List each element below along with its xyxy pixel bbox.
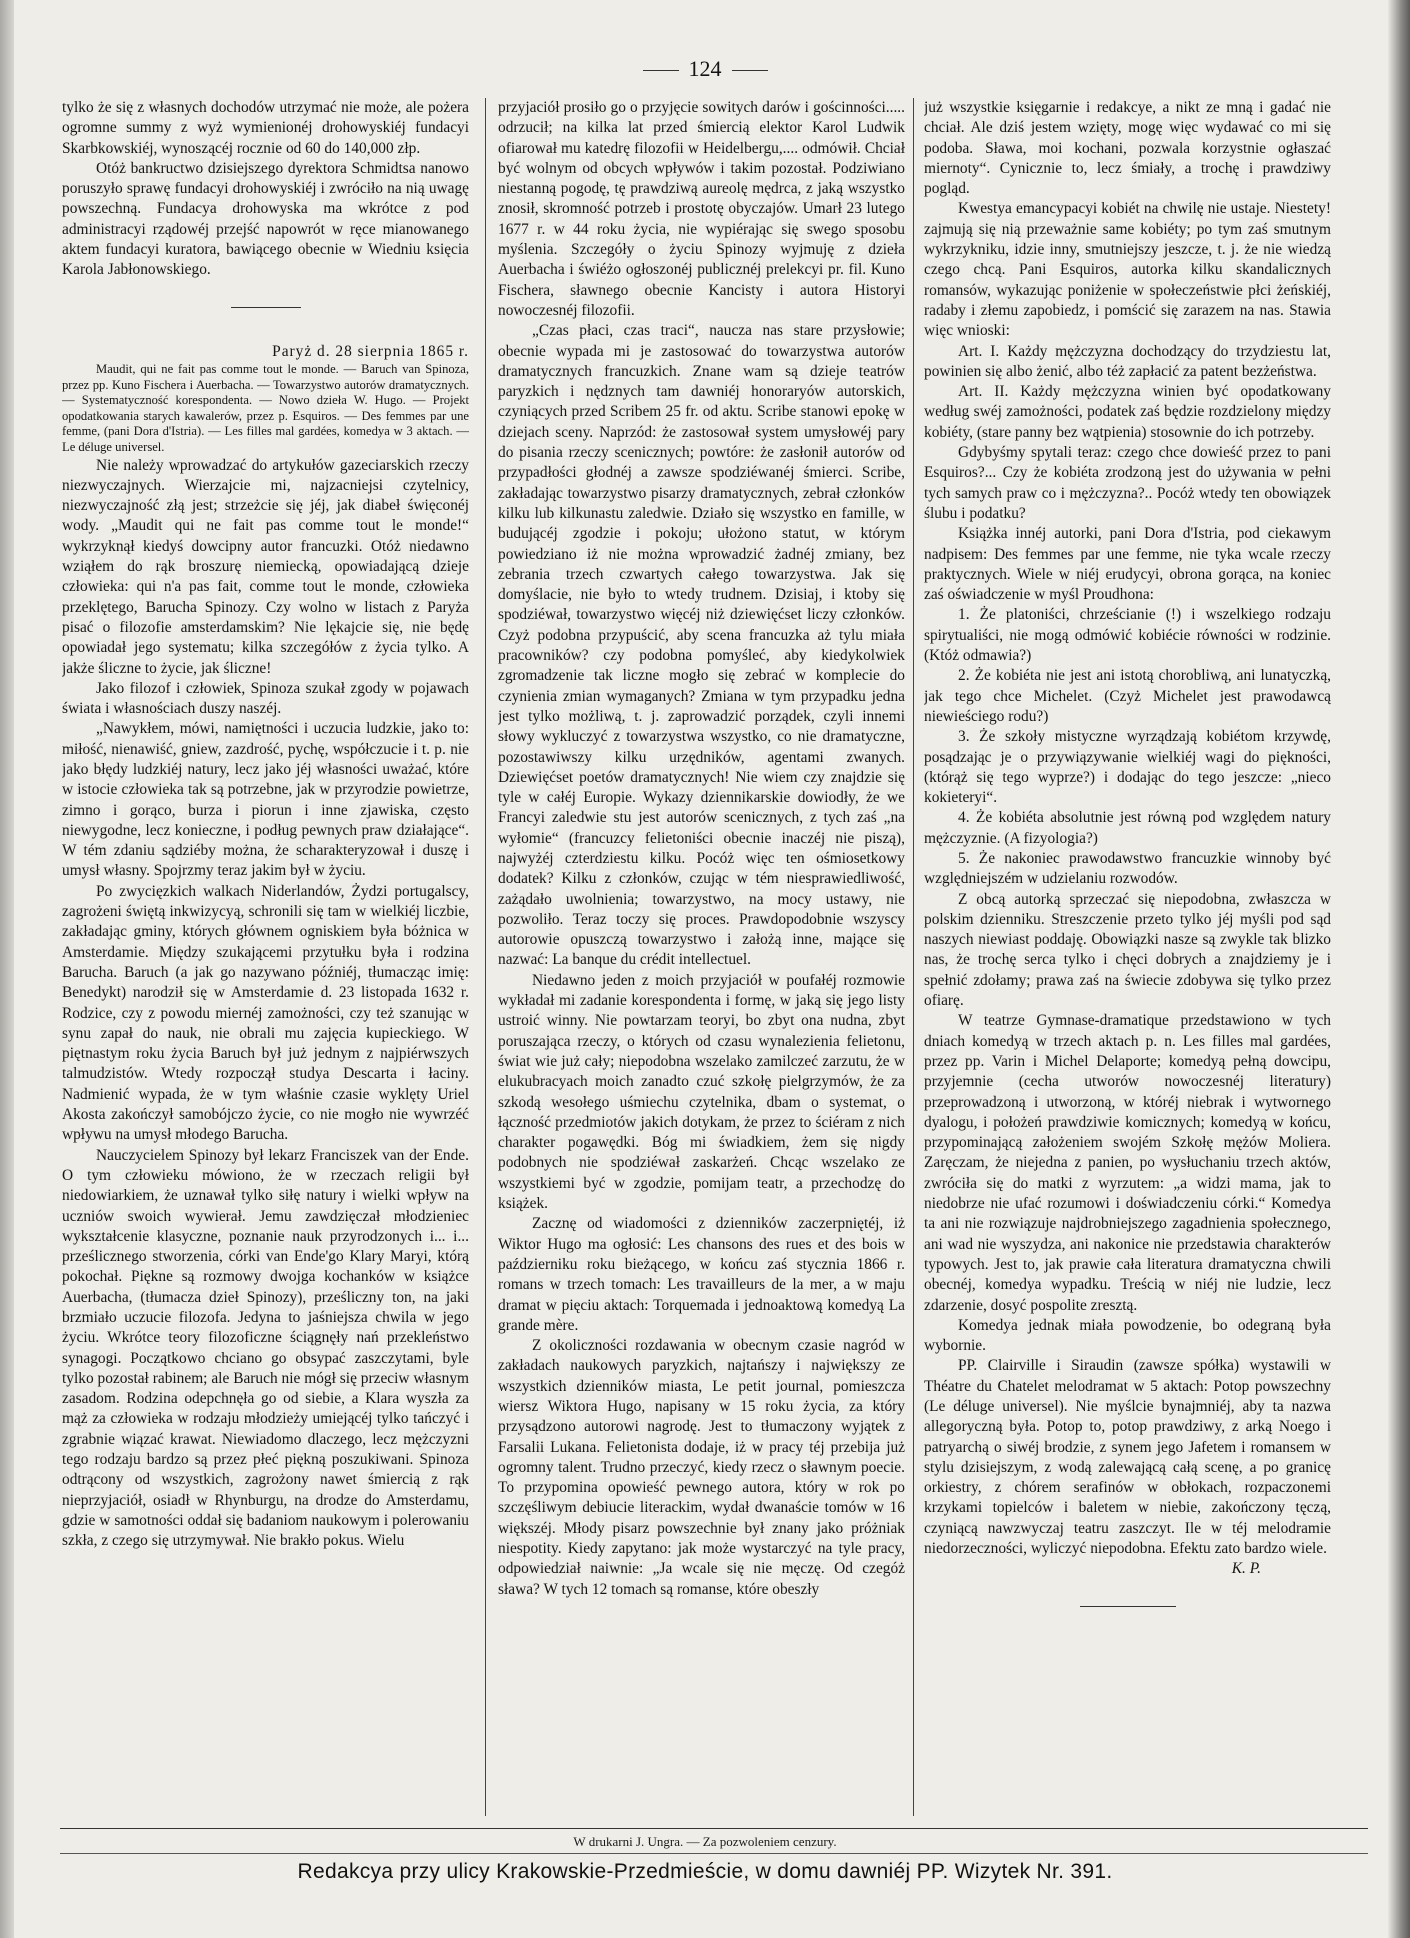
col1-paragraph-3: Nie należy wprowadzać do artykułów gazeciarskich rzeczy niezwyczajnych. Wierzajcie mi, najzacniejsi czytelnicy, niezwyczajność złą jest; strzeżcie się jéj, jak diabeł święconéj wody. „Maudit qui ne fait pas comme tout le monde!“ wykrzyknął kiedyś dowcipny autor francuzki. Otóż niedawno wziąłem do rąk broszurę niemiecką, opowiadającą dzieje człowieka: qui n'a pas fait, comme tout le monde, człowieka przeklętego, Barucha Spinozy. Czy wolno w listach z Paryża pisać o filozofie amsterdamskim? Nie lękajcie się, nie będę opowiadał jego systematu; kilka szczegółów z życia tylko. A jakże śliczne to życie, jak śliczne! <box>62 456 469 677</box>
col3-paragraph-15: PP. Clairville i Siraudin (zawsze spółka) wystawili w Théatre du Chatelet melodramat w 5 aktach: Potop powszechny (Le déluge universel). Nie myślcie bynajmniéj, aby ta nazwa allegoryczną była. Potop to, potop prawdziwy, z arką Noego i patryarchą o siwéj brodzie, z synem jego Jafetem i romansem w stylu dzisiejszym, z wodą zalewającą całą scenę, a po granicę orkiestry, z chórem serafinów w obłokach, rozpaczonemi krzykami topielców i baletem w niebie, zakończony tęczą, czyniącą nawzwyczaj teatru zaszczyt. Ile w téj melodramie niedorzeczności, wyliczyć niepodobna. Efektu zato bardzo wiele. <box>924 1357 1331 1558</box>
col3-paragraph-14: Komedya jednak miała powodzenie, bo odegraną była wybornie. <box>924 1316 1331 1355</box>
col3-article-2: Art. II. Każdy mężczyzna winien być opodatkowany według swéj zamożności, podatek zaś będzie rozdzielony między kobiéty, (stare panny bez wątpienia) stosownie do ich potrzeby. <box>924 383 1331 441</box>
footer-rule-bottom <box>60 1853 1368 1854</box>
col2-paragraph-1: przyjaciół prosiło go o przyjęcie sowitych darów i gościnności..... odrzucił; na kilka lat przed śmiercią elektor Karol Ludwik ofiarował mu katedrę filozofii w Heidelbergu,.... odmówił. Chciał być wolnym od obcych wpływów i takim pozostał. Podziwiano niestanną pogodę, tę prawdziwą aureolę mędrca, z jaką wszystko znosił, skromność potrzeb i prostotę obyczajów. Umarł 23 lutego 1677 r. w 44 roku życia, nie wypiérając się swego sposobu myślenia. Szczegóły o życiu Spinozy wyjmuję z dzieła Auerbacha i świéżo ogłoszonéj publicznéj prelekcyi pr. fil. Kuno Fischera, sławnego obecnie Kancisty i autora Historyi nowoczesnéj filozofii. <box>498 99 905 319</box>
page-edge-shadow-right <box>1388 0 1410 1938</box>
section-summary: Maudit, qui ne fait pas comme tout le monde. — Baruch van Spinoza, przez pp. Kuno Fischera i Auerbacha. — Towarzystwo autorów dramatycznych. — Systematyczność korespondenta. — Nowo dzieła W. Hugo. — Projekt opodatkowania starych kawalerów, przez p. Esquiros. — Des femmes par une femme, (pani Dora d'Istria). — Les filles mal gardées, komedya w 3 aktach. — Le déluge universel. <box>62 361 469 454</box>
footer-rule-top <box>60 1828 1368 1829</box>
dateline: Paryż d. 28 sierpnia 1865 r. <box>272 342 469 360</box>
column-2 <box>498 98 905 1818</box>
col1-paragraph-1: tylko że się z własnych dochodów utrzymać nie może, ale pożera ogromne summy z wyż wymienionéj drohowyskiéj fundacyi Skarbkowskiéj, wynoszącéj rocznie od 60 do 140,000 złp. <box>62 99 469 157</box>
col3-paragraph-12: Z obcą autorką sprzeczać się niepodobna, zwłaszcza w polskim dzienniku. Streszczenie przeto tylko jéj myśli pod sąd naszych niewiast poddaję. Obowiązki nasze są zwykle tak blizko nas, że trochę serca tylko i chęci dobrych a znajdziemy je i spełnić zdołamy; prawa zaś na świecie zdobywa się tylko przez ofiarę. <box>924 890 1331 1010</box>
col2-paragraph-4: Zacznę od wiadomości z dzienników zaczerpniętéj, iż Wiktor Hugo ma ogłosić: Les chansons des rues et des bois w październiku roku bieżącego, w końcu zaś stycznia 1866 r. romans w trzech tomach: Les travailleurs de la mer, a w maju dramat w pięciu aktach: Torquemada i jednoaktową komedyą La grande mère. <box>498 1215 905 1334</box>
col1-paragraph-6: Po zwycięzkich walkach Niderlandów, Żydzi portugalscy, zagrożeni świętą inkwizycyą, schronili się tam w wielkiéj liczbie, zakładając gminy, których głównem ogniskiem była bóżnica w Amsterdamie. Między szukającemi przytułku była i rodzina Barucha. Baruch (a jak go nazywano późniéj, tłumacząc imię: Benedykt) narodził się w Amsterdamie d. 23 listopada 1632 r. Rodzice, czy z powodu miernéj zamożności, czy też szanując w synu zapał do nauk, nie obrali mu zajęcia kupieckiego. W piętnastym roku życia Baruch był już jednym z najpiérwszych talmudzistów. Wtedy rozpoczął studya Descarta i łaciny. Nadmienić wypada, że w tym właśnie czasie wyklęty Uriel Akosta zakończył samobójczo życie, co nie mogło nie wywrzéć wpływu na umysł młodego Barucha. <box>62 882 469 1144</box>
col1-paragraph-2: Otóż bankructwo dzisiejszego dyrektora Schmidtsa nanowo poruszyło sprawę fundacyi drohowyskiéj i zwróciło na nią uwagę powszechną. Fundacya drohowyska ma wkrótce z pod administracyi rządowéj przejść napowrót w ręce mianowanego aktem fundacyi kuratora, bawiącego obecnie w Wiedniu księcia Karola Jabłonowskiego. <box>62 159 469 279</box>
editorial-address: Redakcya przy ulicy Krakowskie-Przedmieście, w domu dawniéj PP. Wizytek Nr. 391. <box>297 1860 1113 1883</box>
col3-point-1: 1. Że platoniści, chrześcianie (!) i wszelkiego rodzaju spirytualiści, nie mogą odmówić kobiécie równości w rodzinie. (Któż odmawia?) <box>924 606 1331 665</box>
col3-paragraph-2: Kwestya emancypacyi kobiét na chwilę nie ustaje. Niestety! zajmują się nią przeważnie same kobiéty; po tym zaś smutnym wykrzykniku, idzie inny, smutniejszy jeszcze, t. j. że nie wiedzą czego chcą. Pani Esquiros, autorka kilku skandalicznych romansów, wykazując poniżenie w społeczeństwie płci żeńskiéj, radaby i złemu zapobiedz, i pomścić się zarazem na nas. Stawia więc wnioski: <box>924 200 1331 340</box>
header-dash-left <box>643 70 679 71</box>
section-separator <box>231 307 301 308</box>
header-dash-right <box>732 70 768 71</box>
col1-paragraph-4: Jako filozof i człowiek, Spinoza szukał zgody w pojawach świata i własnościach duszy naszéj. <box>62 679 469 718</box>
col3-paragraph-5: Gdybyśmy spytali teraz: czego chce dowieść przez to pani Esquiros?... Czy że kobiéta zrodzoną jest do używania w pełni tych samych praw co i mężczyzna?.. Pocóż wtedy ten obowiązek ślubu i podatku? <box>924 444 1331 522</box>
column-1 <box>62 98 469 1818</box>
column-rule-1 <box>485 98 486 1816</box>
col2-paragraph-5: Z okoliczności rozdawania w obecnym czasie nagród w zakładach naukowych paryzkich, najtańszy i największy ze wszystkich dzienników miasta, Le petit journal, pomieszcza wiersz Wiktora Hugo, napisany w 15 roku życia, za który przysądzono autorowi nagrodę. Jest to tłumaczony wyjątek z Farsalii Lukana. Felietonista dodaje, iż w pracy téj przebija już ogromny talent. Trudno przeczyć, kiedy rzecz o sławnym poecie. To przypomina opowieść pewnego autora, który w rok po szczęśliwym debiucie literackim, wydał dwanaście tomów w 16 większéj. Młody pisarz powszechnie był znany jako próżniak niespotity. Kiedy zapytano: jak może wystarczyć na tyle pracy, odpowiedział naiwnie: „Ja wcale się nie męczę. Od czegóż sława? W tych 12 tomach są romanse, które obeszły <box>498 1337 905 1598</box>
page-edge-shadow-left <box>0 0 14 1938</box>
col3-point-5: 5. Że nakoniec prawodawstwo francuzkie winnoby być względniejszém w udzielaniu rozwodów. <box>924 849 1331 888</box>
col3-article-1: Art. I. Każdy mężczyzna dochodzący do trzydziestu lat, powinien się albo żenić, albo téż zapłacić za patent bezżeństwa. <box>924 342 1331 380</box>
col1-paragraph-5: „Nawykłem, mówi, namiętności i uczucia ludzkie, jako to: miłość, nienawiść, gniew, zazdrość, pychę, współczucie i t. p. nie jako błędy ludzkiéj natury, lecz jako jéj własności uważać, które w istocie człowieka tak są potrzebne, jak w przyrodzie powietrze, zimno i gorąco, burza i piorun i inne zjawiska, często niewygodne, lecz konieczne, i podług pewnych praw działające“. W tém zdaniu sądziéby można, że scharakteryzował i duszę i umysł własny. Spojrzmy teraz jakim był w życiu. <box>62 720 469 880</box>
col3-point-2: 2. Że kobiéta nie jest ani istotą chorobliwą, ani lunatyczką, jak tego chce Michelet. (Czyż Michelet jest prawodawcą niewieściego rodu?) <box>924 667 1331 725</box>
col2-paragraph-3: Niedawno jeden z moich przyjaciół w poufałéj rozmowie wykładał mi zadanie korespondenta i formę, w jaką się jego listy ustroić winny. Nie powtarzam teoryi, bo zbyt ona nudna, zbyt poruszająca rzeczy, o których od czasu wynalezienia felietonu, świat wie już cały; niepodobna wszelako zamilczeć zarzutu, że w elukubracyach moich zanadto czuć szkołę pielgrzymów, że za szkodą wesołego uśmiechu czytelnika, dbam o systemat, o łączność przedmiotów jakich dotykam, że przez to ściéram z nich charakter pogawędki. Bóg mi świadkiem, żem się nigdy podobnych nie spodziéwał zaskarżeń. Chcąc wszelako ze wszystkiemi być w zgodzie, pomijam teatr, a przechodzę do książek. <box>498 971 905 1213</box>
page-number: 124 <box>688 56 722 81</box>
col3-paragraph-6: Książka innéj autorki, pani Dora d'Istria, pod ciekawym nadpisem: Des femmes par une femme, nie tyka wcale rzeczy praktycznych. Wiele w niéj erudycyi, obrona gorąca, na koniec zaś oświadczenie w myśl Proudhona: <box>924 525 1331 604</box>
col3-point-4: 4. Że kobiéta absolutnie jest równą pod względem natury mężczyznie. (A fizyologia?) <box>924 809 1331 847</box>
column-3 <box>924 98 1331 1818</box>
printer-note: W drukarni J. Ungra. — Za pozwoleniem cenzury. <box>573 1834 837 1849</box>
col3-paragraph-1: już wszystkie księgarnie i redakcye, a nikt ze mną i gadać nie chciał. Ale dziś jestem wzięty, mogę więc wydawać co mi się podoba. Sława, moi kochani, pozwala korzystnie ogłaszać miernoty“. Cynicznie to, lecz śmiały, a trochę i prawdziwy pogląd. <box>924 99 1331 198</box>
col3-paragraph-13: W teatrze Gymnase-dramatique przedstawiono w tych dniach komedyą w trzech aktach p. n. Les filles mal gardées, przez pp. Varin i Michel Delaporte; komedyą pełną dowcipu, przyjemnie (cecha utworów nowoczesnéj literatury) przeprowadzoną i utworzoną, w któréj niebrak i wytwornego dyalogu, i położeń prawdziwie komicznych; komedyą w końcu, przypominającą założeniem swojém Szkołę mężów Moliera. Zaręczam, że niejedna z panien, po wysłuchaniu trzech aktów, zwróciła się do matki z wyrzutem: „a widzi mama, jak to niedobrze nie ufać rozumowi i doświadczeniu córki.“ Komedya ta ani nie rozwiązuje najdrobniejszego zagadnienia społecznego, ani wad nie wyszydza, ani nakonice nie przedstawia charakterów typowych. Jest to, jak prawie cała literatura dramatyczna chwili obecnéj, komedya wypadku. Treścią w niéj nie ludzie, lecz zdarzenie, dosyć pospolite zresztą. <box>924 1012 1331 1314</box>
page-number-header <box>0 56 1410 82</box>
author-signature: K. P. <box>1231 1560 1261 1578</box>
end-rule <box>1080 1606 1176 1607</box>
column-rule-2 <box>913 98 914 1816</box>
col3-point-3: 3. Że szkoły mistyczne wyrządzają kobiétom krzywdę, posądzając je o przywiązywanie wielkiéj wagi do piękności, (którąż się tego wyprze?) i dodając do tego jeszcze: „nieco kokieteryi“. <box>924 728 1331 807</box>
col2-paragraph-2: „Czas płaci, czas traci“, naucza nas stare przysłowie; obecnie wypada mi je zastosować do towarzystwa autorów dramatycznych francuzkich. Znane wam są dzieje teatrów paryzkich i nędznych tam dawniéj honoraryów autorskich, czyniących przed Scribem 25 fr. od aktu. Scribe stanowi epokę w dziejach sceny. Naprzód: że zastosował system umysłowéj pary do pisania rzeczy scenicznych; powtóre: że zasłonił autorów od przypadłości głodnéj a zawsze spodziéwanéj śmierci. Scribe, zakładając towarzystwo pisarzy dramatycznych, zebrał członków kilku lub kilkunastu zaledwie. Działo się wszystko en famille, w budującéj zgodzie i pokoju; ułożono statut, w którym powiedziano iż nie można wprowadzić żadnéj zmiany, bez zebrania trzech czwartych całego towarzystwa. Jak się domyślacie, nie było to wtedy trudnem. Dzisiaj, i ktoby się spodziéwał, towarzystwo więcéj niż dziewięćset liczy członków. Czyż podobna przypuścić, aby scena francuzka aż tylu miała pracowników? czy podobna pomyśleć, aby kiedykolwiek zgromadzenie tak liczne mogło się zebrać w komplecie do czynienia zmian wymaganych? Zmiana w tym przypadku jedna jest tylko możliwą, t. j. zaprowadzić porządek, czyli innemi słowy wykluczyć z towarzystwa wszystko, co nie dramatyczne, pozostawiwszy kilku urzędników, agentami zwanych. Dziewięćset poetów dramatycznych! Nie wiem czy znajdzie się tyle w całéj Europie. Wykazy dziennikarskie dowiodły, że we Francyi zaledwie stu jest autorów scenicznych, z tych zaś „na wyłomie“ (francuzcy felietoniści obecnie inaczéj nie piszą), najwyżéj czterdziestu kilku. Pocóż więc ten ośmiosetkowy dodatek? Kilku z członków, czując w tém niesprawiedliwość, zażądało uwolnienia; towarzystwo, na mocy ustawy, nie pozwoliło. Teraz toczy się proces. Prawdopodobnie wszyscy autorowie opuszczą towarzystwo i założą inne, mające się nazwać: La banque du crédit intellectuel. <box>498 322 905 969</box>
col1-paragraph-7: Nauczycielem Spinozy był lekarz Franciszek van der Ende. O tym człowieku mówiono, że w rzeczach religii był niedowiarkiem, że uznawał tylko siłę natury i wielki wpływ na uczniów swoich wywierał. Jemu zawdzięczał młodzieniec wykształcenie klasyczne, poznanie nauk przyrodzonych i... i... prześlicznego stworzenia, córki van Ende'go Klary Maryi, którą pokochał. Piękne są rozmowy dwojga kochanków w książce Auerbacha, (tłumacza dzieł Spinozy), prześliczny ton, na jaki brzmiało uczucie filozofa. Jedyna to jaśniejsza chwila w jego życiu. Wkrótce teory filozoficzne ściągnęły nań przekleństwo synagogi. Początkowo chciano go obsypać zaszczytami, byle tylko pozostał rabinem; ale Baruch nie mógł się przeciw własnym zasadom. Rodzina odepchnęła go od siebie, a Klara wyszła za mąż za człowieka w rodzaju młodzieży umiejącéj tylko tańczyć i zgrabnie wiązać krawat. Niewiadomo dlaczego, lecz mężczyzni tego rodzaju bardzo są przez płeć piękną poszukiwani. Spinoza odtrącony od wszystkich, zagrożony nawet śmiercią z rąk nieprzyjaciół, osiadł w Rhynburgu, na drodze do Amsterdamu, gdzie w samotności oddał się badaniom naukowym i polerowaniu szkła, z czego się utrzymywał. Nie brakło pokus. Wielu <box>62 1146 469 1550</box>
